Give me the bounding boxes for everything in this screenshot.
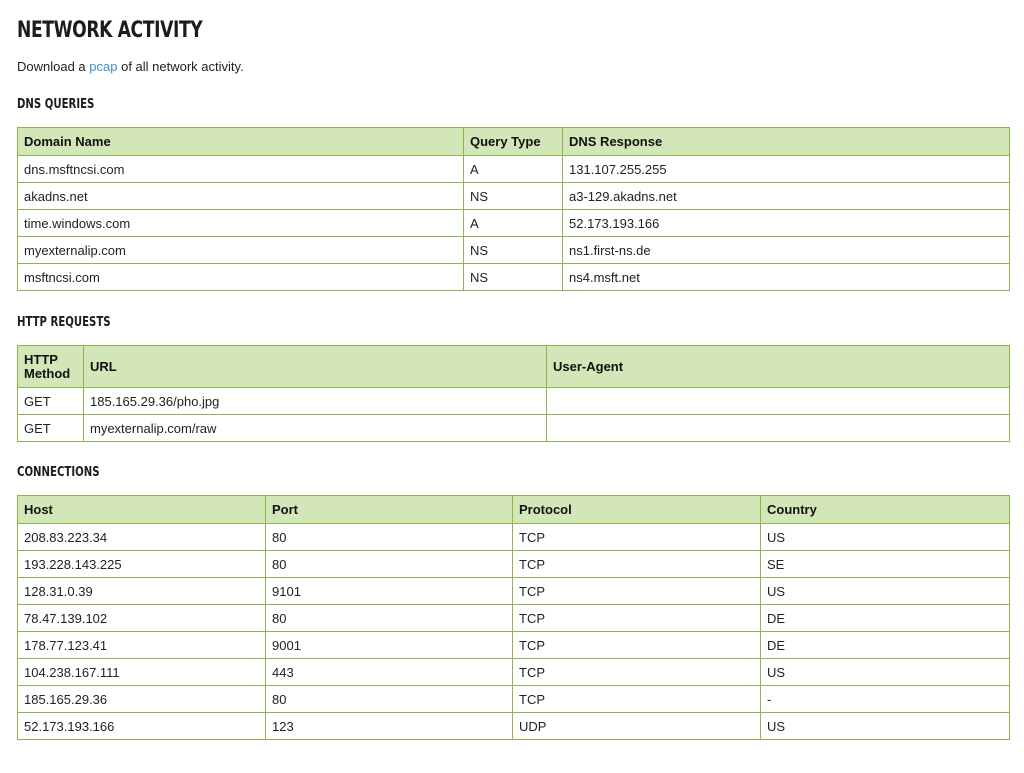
connection-row <box>18 713 1010 740</box>
connection-port: 80 <box>266 551 513 578</box>
connection-row <box>18 632 1010 659</box>
http-header-user-agent: User-Agent <box>547 346 1010 388</box>
connection-protocol: TCP <box>513 578 761 605</box>
connection-country: US <box>761 713 1010 740</box>
connection-host: 208.83.223.34 <box>18 524 266 551</box>
dns-domain: myexternalip.com <box>18 237 464 264</box>
connection-protocol: UDP <box>513 713 761 740</box>
dns-query-type: A <box>464 156 563 183</box>
dns-header-response: DNS Response <box>563 128 1010 156</box>
dns-row <box>18 264 1010 291</box>
connections-header-host: Host <box>18 496 266 524</box>
connection-country: - <box>761 686 1010 713</box>
dns-header-row <box>18 128 1010 156</box>
http-row <box>18 415 1010 442</box>
connection-port: 123 <box>266 713 513 740</box>
connection-protocol: TCP <box>513 551 761 578</box>
page-title: NETWORK ACTIVITY <box>17 18 203 43</box>
intro-text-before: Download a <box>17 59 90 74</box>
connection-country: US <box>761 659 1010 686</box>
dns-queries-heading: DNS QUERIES <box>17 97 95 112</box>
connection-row <box>18 659 1010 686</box>
connection-country: DE <box>761 632 1010 659</box>
dns-header-query-type: Query Type <box>464 128 563 156</box>
connection-host: 104.238.167.111 <box>18 659 266 686</box>
connection-host: 78.47.139.102 <box>18 605 266 632</box>
http-user-agent <box>547 415 1010 442</box>
http-row <box>18 388 1010 415</box>
connection-row <box>18 551 1010 578</box>
connection-protocol: TCP <box>513 524 761 551</box>
connection-protocol: TCP <box>513 686 761 713</box>
connection-row <box>18 524 1010 551</box>
connection-host: 128.31.0.39 <box>18 578 266 605</box>
connection-row <box>18 686 1010 713</box>
http-url: myexternalip.com/raw <box>84 415 547 442</box>
dns-domain: msftncsi.com <box>18 264 464 291</box>
http-user-agent <box>547 388 1010 415</box>
connection-protocol: TCP <box>513 605 761 632</box>
dns-domain: time.windows.com <box>18 210 464 237</box>
http-requests-table <box>17 345 1010 442</box>
connections-header-country: Country <box>761 496 1010 524</box>
dns-header-domain: Domain Name <box>18 128 464 156</box>
http-header-method: HTTP Method <box>18 346 84 388</box>
connection-host: 193.228.143.225 <box>18 551 266 578</box>
intro-text-after: of all network activity. <box>117 59 244 74</box>
dns-response: 52.173.193.166 <box>563 210 1010 237</box>
connection-port: 80 <box>266 686 513 713</box>
dns-response: ns4.msft.net <box>563 264 1010 291</box>
connection-row <box>18 578 1010 605</box>
pcap-download-link[interactable]: pcap <box>89 59 118 74</box>
connections-header-protocol: Protocol <box>513 496 761 524</box>
dns-row <box>18 156 1010 183</box>
connection-port: 443 <box>266 659 513 686</box>
connection-country: US <box>761 524 1010 551</box>
http-requests-heading: HTTP REQUESTS <box>17 315 111 330</box>
connection-port: 9001 <box>266 632 513 659</box>
connection-protocol: TCP <box>513 659 761 686</box>
dns-response: ns1.first-ns.de <box>563 237 1010 264</box>
connections-header-row <box>18 496 1010 524</box>
http-url: 185.165.29.36/pho.jpg <box>84 388 547 415</box>
connection-protocol: TCP <box>513 632 761 659</box>
connection-host: 52.173.193.166 <box>18 713 266 740</box>
connection-country: DE <box>761 605 1010 632</box>
dns-query-type: NS <box>464 237 563 264</box>
dns-query-type: NS <box>464 183 563 210</box>
intro-text <box>17 59 244 74</box>
connection-port: 9101 <box>266 578 513 605</box>
connection-row <box>18 605 1010 632</box>
dns-row <box>18 183 1010 210</box>
connection-country: SE <box>761 551 1010 578</box>
connections-heading: CONNECTIONS <box>17 465 100 480</box>
http-header-url: URL <box>84 346 547 388</box>
connection-host: 178.77.123.41 <box>18 632 266 659</box>
connections-header-port: Port <box>266 496 513 524</box>
dns-response: a3-129.akadns.net <box>563 183 1010 210</box>
dns-domain: dns.msftncsi.com <box>18 156 464 183</box>
dns-response: 131.107.255.255 <box>563 156 1010 183</box>
dns-query-type: A <box>464 210 563 237</box>
connection-country: US <box>761 578 1010 605</box>
dns-domain: akadns.net <box>18 183 464 210</box>
dns-queries-table <box>17 127 1010 291</box>
connection-port: 80 <box>266 524 513 551</box>
http-method: GET <box>18 415 84 442</box>
connections-table <box>17 495 1010 740</box>
http-header-row <box>18 346 1010 388</box>
http-method: GET <box>18 388 84 415</box>
dns-row <box>18 210 1010 237</box>
connection-port: 80 <box>266 605 513 632</box>
dns-row <box>18 237 1010 264</box>
dns-query-type: NS <box>464 264 563 291</box>
connection-host: 185.165.29.36 <box>18 686 266 713</box>
